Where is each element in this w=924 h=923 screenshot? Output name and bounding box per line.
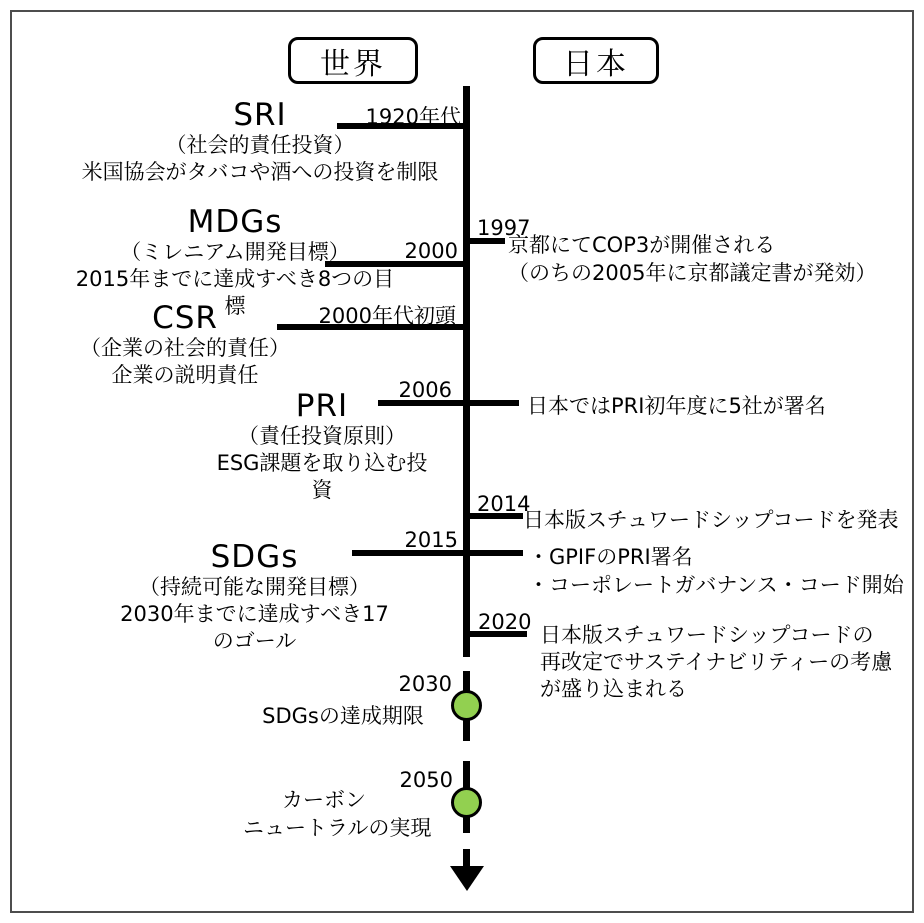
japan-header-box	[533, 37, 659, 84]
event-line: ・コーポレートガバナンス・コード開始	[528, 573, 904, 597]
world-event-sri	[62, 99, 458, 186]
event-title: CSR	[152, 300, 218, 336]
event-desc: 企業の説明責任	[111, 363, 259, 387]
world-event-csr	[50, 302, 320, 389]
event-desc: ESG課題を取り込む投資	[216, 451, 428, 502]
event-line: 再改定でサステイナビリティーの考慮	[540, 650, 893, 674]
japan-header-label: 日本	[563, 46, 629, 82]
year-label-2015: 2015	[404, 528, 458, 552]
event-line: 日本ではPRI初年度に5社が署名	[527, 394, 826, 418]
year-label-1997: 1997	[477, 216, 531, 240]
milestone-marker-2050	[451, 787, 482, 818]
year-label-2050: 2050	[399, 768, 453, 792]
event-subtitle: （責任投資原則）	[238, 424, 406, 448]
year-label-2030: 2030	[398, 672, 452, 696]
world-header-box	[288, 37, 418, 84]
world-header-label: 世界	[320, 46, 386, 82]
event-desc: 米国協会がタバコや酒への投資を制限	[81, 160, 439, 184]
milestone-label-line: カーボン	[282, 788, 366, 812]
year-label-2000s: 2000年代初頭	[318, 304, 456, 328]
timeline-arrow-icon	[450, 866, 484, 891]
event-desc: 2030年までに達成すべき17のゴール	[120, 602, 389, 653]
world-event-pri	[212, 390, 432, 504]
milestone-marker-2030	[451, 690, 482, 721]
year-label-2020: 2020	[478, 610, 532, 634]
milestone-label-line: ニュートラルの実現	[243, 816, 432, 840]
world-event-sdgs	[112, 541, 397, 655]
event-subtitle: （企業の社会的責任）	[80, 336, 290, 360]
milestone-label-2050	[243, 786, 432, 842]
event-line: が盛り込まれる	[540, 677, 687, 701]
event-line: 日本版スチュワードシップコードを発表	[523, 508, 899, 532]
event-subtitle: （ミレニアム開発目標）	[120, 240, 350, 264]
event-line: （のちの2005年に京都議定書が発効）	[508, 261, 877, 285]
event-title: MDGs	[187, 204, 283, 240]
milestone-label-2030: SDGsの達成期限	[262, 704, 424, 728]
event-line: 京都にてCOP3が開催される	[508, 233, 776, 257]
event-title: SRI	[233, 97, 287, 133]
year-label-2006: 2006	[398, 378, 452, 402]
year-label-2014: 2014	[477, 492, 531, 516]
year-label-1920s: 1920年代	[365, 105, 461, 129]
event-line: 日本版スチュワードシップコードの	[540, 623, 874, 647]
year-label-2000: 2000	[404, 239, 458, 263]
event-title: SDGs	[210, 539, 299, 575]
event-subtitle: （社会的責任投資）	[165, 133, 355, 157]
event-title: PRI	[295, 388, 349, 424]
event-desc: 2015年までに達成すべき8つの目標	[75, 267, 395, 318]
timeline-main-line	[463, 86, 470, 657]
event-line: ・GPIFのPRI署名	[528, 545, 693, 569]
event-subtitle: （持続可能な開発目標）	[139, 575, 370, 599]
